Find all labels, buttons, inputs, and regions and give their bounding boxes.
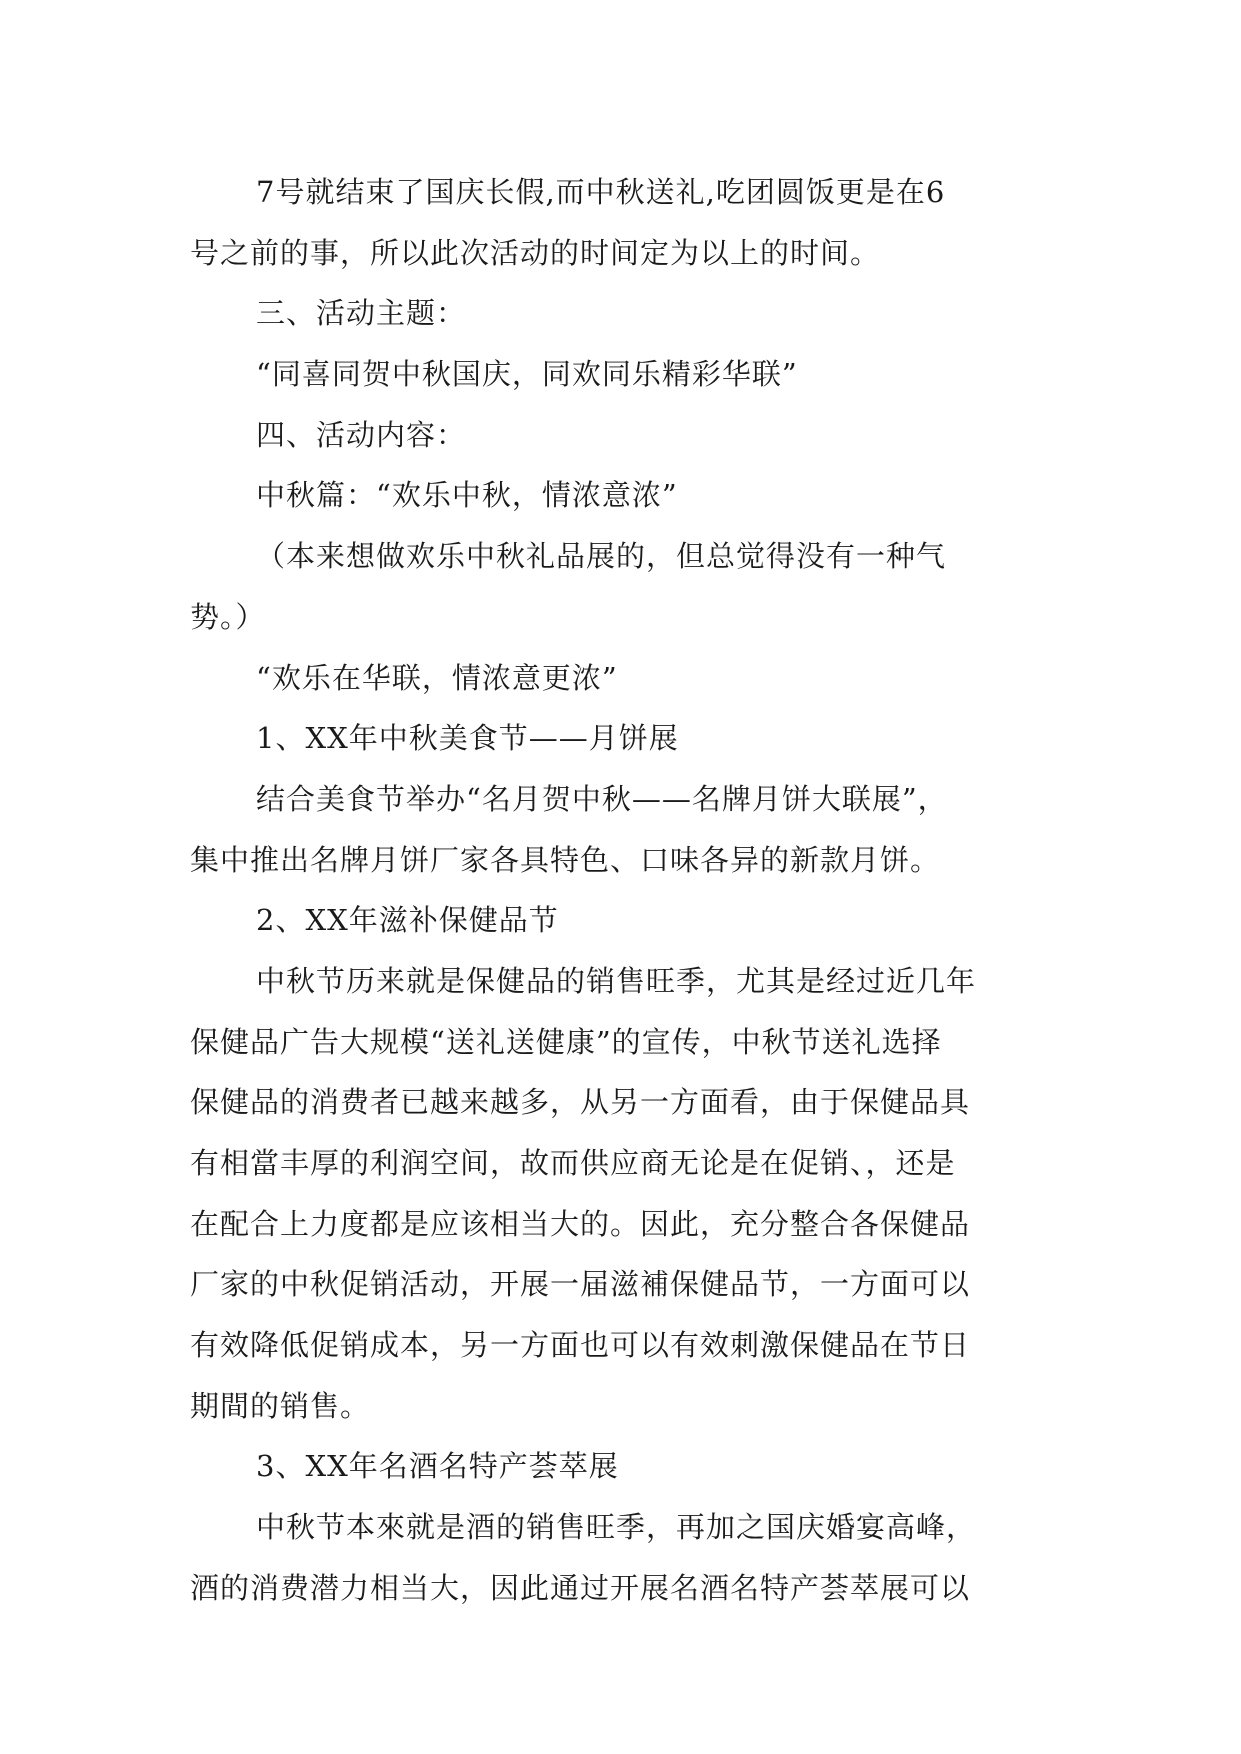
text-line: 厂家的中秋促销活动，开展一届滋補保健品节，一方面可以 [190,1267,971,1302]
text-line: 期間的销售。 [190,1388,371,1423]
text-line: 1、XX年中秋美食节——月饼展 [256,721,679,756]
text-line: 有相當丰厚的利润空间，故而供应商无论是在促销、，还是 [190,1146,956,1180]
text-line: 有效降低促销成本，另一方面也可以有效刺激保健品在节日 [190,1328,971,1363]
text-line: “同喜同贺中秋国庆，同欢同乐精彩华联” [256,357,798,392]
text-line: 7号就结束了国庆长假,而中秋送礼,吃团圆饭更是在6 [256,175,946,209]
text-line: 3、XX年名酒名特产荟萃展 [256,1449,619,1484]
text-line: 在配合上力度都是应该相当大的。因此，充分整合各保健品 [190,1206,971,1241]
text-line: 三、活动主题： [256,296,467,331]
text-line: 2、XX年滋补保健品节 [256,903,559,938]
text-line: 集中推出名牌月饼厂家各具特色、口味各异的新款月饼。 [190,842,941,877]
text-line: 中秋节本來就是酒的销售旺季，再加之国庆婚宴高峰， [256,1510,977,1545]
text-line: “欢乐在华联，情浓意更浓” [256,660,618,695]
text-line: 保健品广告大规模“送礼送健康”的宣传，中秋节送礼选择 [190,1024,942,1059]
document-body [190,162,1060,1619]
text-line: 号之前的事，所以此次活动的时间定为以上的时间。 [190,235,881,270]
text-line: 中秋篇：“欢乐中秋，情浓意浓” [256,478,678,513]
text-line: 酒的消费潜力相当大，因此通过开展名酒名特产荟萃展可以 [190,1570,971,1605]
text-line: （本来想做欢乐中秋礼品展的，但总觉得没有一种气 [256,539,947,574]
text-line: 结合美食节举办“名月贺中秋——名牌月饼大联展”， [256,781,948,816]
text-line: 中秋节历来就是保健品的销售旺季，尤其是经过近几年 [256,963,977,998]
text-line: 势。） [190,599,266,634]
text-line: 四、活动内容： [256,417,467,452]
text-line: 保健品的消费者已越来越多，从另一方面看，由于保健品具 [190,1085,971,1120]
